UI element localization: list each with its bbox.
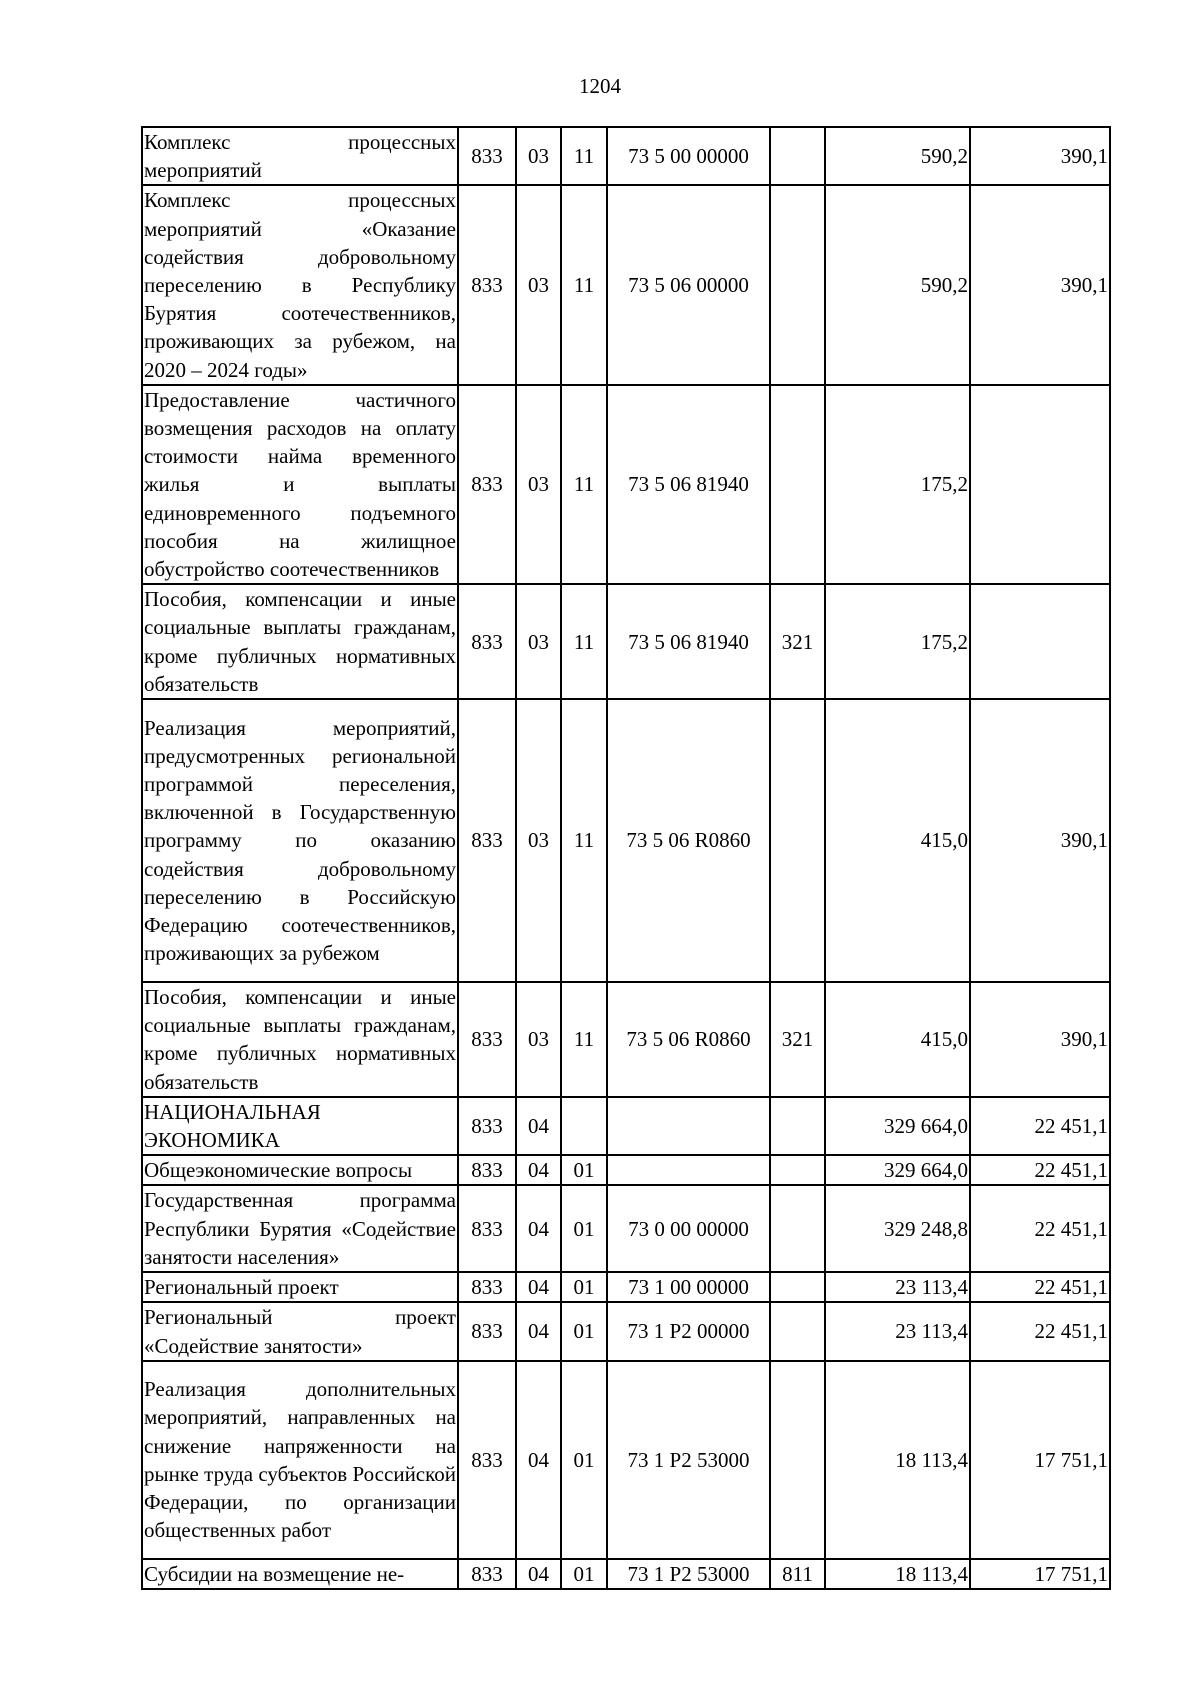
table-row: [142, 1097, 1110, 1155]
table-row: [142, 1302, 1110, 1360]
grbs-code-cell: 833: [458, 1302, 516, 1360]
section-code-cell: 04: [516, 1302, 561, 1360]
amount-2-cell: 22 451,1: [970, 1302, 1110, 1360]
target-article-cell: 73 1 P2 53000: [607, 1361, 770, 1559]
subsection-code-cell: 01: [561, 1272, 607, 1302]
section-code-cell: 03: [516, 127, 561, 185]
item-name-cell: НАЦИОНАЛЬНАЯ ЭКОНОМИКА: [142, 1097, 458, 1155]
section-code-cell: 04: [516, 1185, 561, 1272]
item-name-cell: Реализация дополнительных мероприятий, направленных на снижение напряженности на рынке труда субъектов Российской Федерации, по организации общественных работ: [142, 1361, 458, 1559]
amount-2-cell: 22 451,1: [970, 1155, 1110, 1185]
amount-1-cell: 18 113,4: [825, 1361, 970, 1559]
target-article-cell: 73 5 00 00000: [607, 127, 770, 185]
expense-type-cell: [770, 185, 825, 384]
amount-2-cell: 17 751,1: [970, 1361, 1110, 1559]
section-code-cell: 04: [516, 1559, 561, 1589]
grbs-code-cell: 833: [458, 1185, 516, 1272]
expense-type-cell: [770, 699, 825, 982]
amount-1-cell: 590,2: [825, 127, 970, 185]
amount-2-cell: [970, 584, 1110, 699]
amount-1-cell: 23 113,4: [825, 1302, 970, 1360]
target-article-cell: [607, 1155, 770, 1185]
table-row: [142, 1185, 1110, 1272]
target-article-cell: 73 0 00 00000: [607, 1185, 770, 1272]
item-name-cell: Пособия, компенсации и иные социальные выплаты гражданам, кроме публичных нормативных обязательств: [142, 982, 458, 1097]
amount-2-cell: 390,1: [970, 699, 1110, 982]
table-row: [142, 699, 1110, 982]
table-row: [142, 1155, 1110, 1185]
subsection-code-cell: 01: [561, 1155, 607, 1185]
section-code-cell: 04: [516, 1272, 561, 1302]
amount-1-cell: 590,2: [825, 185, 970, 384]
target-article-cell: 73 5 06 00000: [607, 185, 770, 384]
section-code-cell: 03: [516, 982, 561, 1097]
target-article-cell: 73 5 06 R0860: [607, 982, 770, 1097]
grbs-code-cell: 833: [458, 1097, 516, 1155]
amount-2-cell: 390,1: [970, 127, 1110, 185]
target-article-cell: 73 1 P2 53000: [607, 1559, 770, 1589]
expense-type-cell: [770, 1272, 825, 1302]
subsection-code-cell: 11: [561, 699, 607, 982]
item-name-cell: Государственная программа Республики Бурятия «Содействие занятости населения»: [142, 1185, 458, 1272]
section-code-cell: 04: [516, 1361, 561, 1559]
amount-1-cell: 329 664,0: [825, 1155, 970, 1185]
item-name-cell: Региональный проект: [142, 1272, 458, 1302]
subsection-code-cell: 01: [561, 1361, 607, 1559]
section-code-cell: 03: [516, 185, 561, 384]
amount-2-cell: 22 451,1: [970, 1185, 1110, 1272]
grbs-code-cell: 833: [458, 127, 516, 185]
grbs-code-cell: 833: [458, 584, 516, 699]
expense-type-cell: [770, 1302, 825, 1360]
table-row: [142, 982, 1110, 1097]
subsection-code-cell: 11: [561, 127, 607, 185]
item-name-cell: Общеэкономические вопросы: [142, 1155, 458, 1185]
target-article-cell: 73 1 P2 00000: [607, 1302, 770, 1360]
amount-1-cell: 415,0: [825, 982, 970, 1097]
grbs-code-cell: 833: [458, 385, 516, 584]
amount-2-cell: 22 451,1: [970, 1272, 1110, 1302]
grbs-code-cell: 833: [458, 1559, 516, 1589]
target-article-cell: 73 1 00 00000: [607, 1272, 770, 1302]
grbs-code-cell: 833: [458, 185, 516, 384]
section-code-cell: 04: [516, 1155, 561, 1185]
item-name-cell: Комплекс процессных мероприятий «Оказание содействия добровольному переселению в Республику Бурятия соотечественников, проживающих за рубежом, на 2020 – 2024 годы»: [142, 185, 458, 384]
item-name-cell: Предоставление частичного возмещения расходов на оплату стоимости найма временного жилья и выплаты единовременного подъемного пособия на жилищное обустройство соотечественников: [142, 385, 458, 584]
amount-1-cell: 18 113,4: [825, 1559, 970, 1589]
amount-2-cell: 22 451,1: [970, 1097, 1110, 1155]
subsection-code-cell: 01: [561, 1302, 607, 1360]
amount-2-cell: 390,1: [970, 982, 1110, 1097]
table-row: [142, 385, 1110, 584]
expense-type-cell: 321: [770, 982, 825, 1097]
expense-type-cell: [770, 1361, 825, 1559]
section-code-cell: 04: [516, 1097, 561, 1155]
subsection-code-cell: 11: [561, 982, 607, 1097]
expense-type-cell: 811: [770, 1559, 825, 1589]
budget-table: [141, 126, 1111, 1590]
subsection-code-cell: [561, 1097, 607, 1155]
target-article-cell: 73 5 06 R0860: [607, 699, 770, 982]
expense-type-cell: [770, 1185, 825, 1272]
target-article-cell: 73 5 06 81940: [607, 385, 770, 584]
item-name-cell: Пособия, компенсации и иные социальные выплаты гражданам, кроме публичных нормативных обязательств: [142, 584, 458, 699]
section-code-cell: 03: [516, 584, 561, 699]
table-row: [142, 584, 1110, 699]
amount-1-cell: 329 248,8: [825, 1185, 970, 1272]
expense-type-cell: [770, 1155, 825, 1185]
expense-type-cell: [770, 127, 825, 185]
item-name-cell: Комплекс процессных мероприятий: [142, 127, 458, 185]
amount-1-cell: 329 664,0: [825, 1097, 970, 1155]
grbs-code-cell: 833: [458, 699, 516, 982]
target-article-cell: 73 5 06 81940: [607, 584, 770, 699]
grbs-code-cell: 833: [458, 1155, 516, 1185]
subsection-code-cell: 01: [561, 1185, 607, 1272]
amount-1-cell: 23 113,4: [825, 1272, 970, 1302]
target-article-cell: [607, 1097, 770, 1155]
page-number: 1204: [579, 74, 621, 98]
subsection-code-cell: 11: [561, 584, 607, 699]
grbs-code-cell: 833: [458, 1272, 516, 1302]
table-row: [142, 1272, 1110, 1302]
amount-1-cell: 175,2: [825, 584, 970, 699]
table-row: [142, 1361, 1110, 1559]
item-name-cell: Реализация мероприятий, предусмотренных региональной программой переселения, включенной в Государственную программу по оказанию содействия добровольному переселению в Российскую Федерацию соотечественников, проживающих за рубежом: [142, 699, 458, 982]
expense-type-cell: [770, 1097, 825, 1155]
subsection-code-cell: 11: [561, 185, 607, 384]
item-name-cell: Субсидии на возмещение не-: [142, 1559, 458, 1589]
amount-1-cell: 175,2: [825, 385, 970, 584]
section-code-cell: 03: [516, 699, 561, 982]
amount-2-cell: [970, 385, 1110, 584]
table-row: [142, 1559, 1110, 1589]
grbs-code-cell: 833: [458, 982, 516, 1097]
subsection-code-cell: 11: [561, 385, 607, 584]
amount-2-cell: 17 751,1: [970, 1559, 1110, 1589]
expense-type-cell: [770, 385, 825, 584]
table-row: [142, 185, 1110, 384]
amount-1-cell: 415,0: [825, 699, 970, 982]
item-name-cell: Региональный проект «Содействие занятости»: [142, 1302, 458, 1360]
subsection-code-cell: 01: [561, 1559, 607, 1589]
expense-type-cell: 321: [770, 584, 825, 699]
amount-2-cell: 390,1: [970, 185, 1110, 384]
grbs-code-cell: 833: [458, 1361, 516, 1559]
section-code-cell: 03: [516, 385, 561, 584]
table-row: [142, 127, 1110, 185]
